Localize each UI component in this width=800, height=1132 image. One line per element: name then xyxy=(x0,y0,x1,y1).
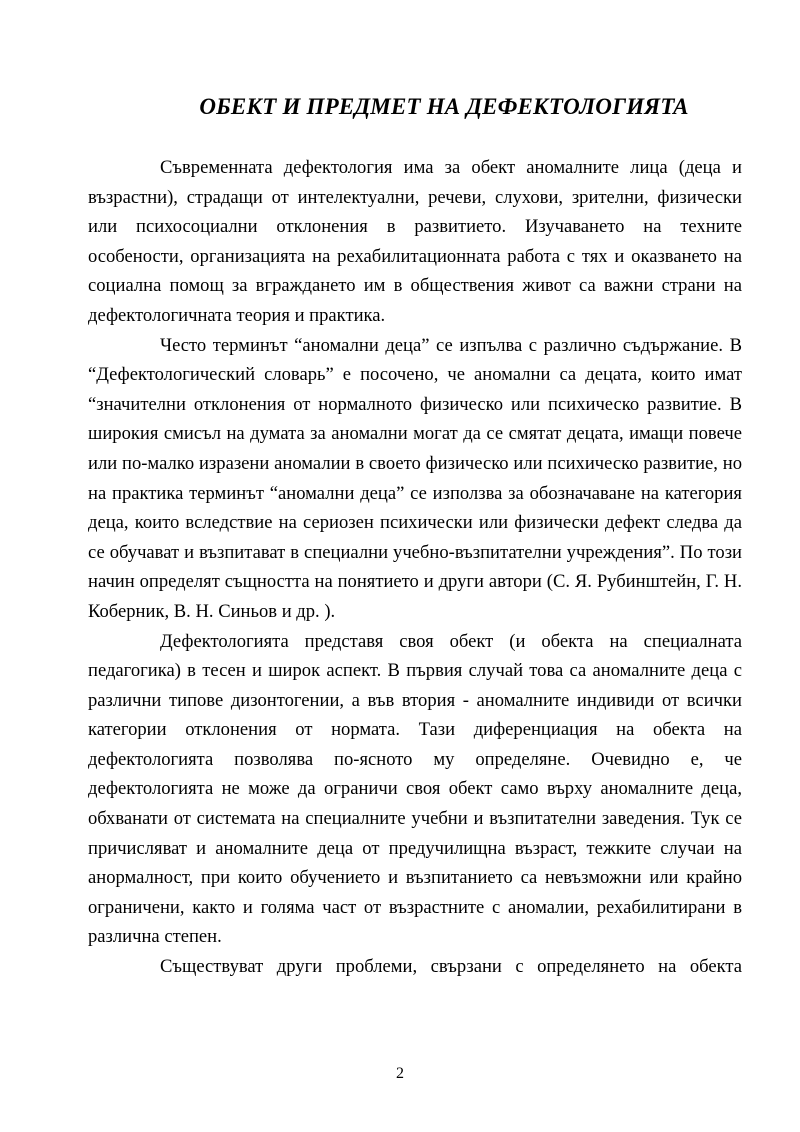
body-text xyxy=(88,153,742,982)
page-title: ОБЕКТ И ПРЕДМЕТ НА ДЕФЕКТОЛОГИЯТА xyxy=(199,94,689,119)
paragraph-4: Съществуват други проблеми, свързани с определянето на обекта xyxy=(160,956,742,978)
paragraph-3: Дефектологията представя своя обект (и обекта на специалната педагогика) в тесен и широк аспект. В първия случай това са аномалните деца с различни типове дизонтогении, а във втория - аномалните индивиди от всички категории отклонения от нормата. Тази диференциация на обекта на дефектологията позволява по-ясното му определяне. Очевидно е, че дефектологията не може да ограничи своя обект само върху аномалните деца, обхванати от системата на специалните учебни и възпитателни заведения. Тук се причисляват и аномалните деца от предучилищна възраст, тежките случаи на анормалност, при които обучението и възпитанието са невъзможни или крайно ограничени, както и голяма част от възрастните с аномалии, рехабилитирани в различна степен. xyxy=(88,630,742,948)
page-number: 2 xyxy=(396,1065,404,1082)
paragraph-1: Съвременната дефектология има за обект аномалните лица (деца и възрастни), страдащи от интелектуални, речеви, слухови, зрителни, физически или психосоциални отклонения в развитието. Изучаването на техните особености, организацията на рехабилитационната работа с тях и оказването на социална помощ за вграждането им в обществения живот са важни страни на дефектологичната теория и практика. xyxy=(88,157,742,326)
paragraph-2: Често терминът “аномални деца” се изпълва с различно съдържание. В “Дефектологический словарь” е посочено, че аномални са децата, които имат “значителни отклонения от нормалното физическо или психическо развитие. В широкия смисъл на думата за аномални могат да се смятат децата, имащи повече или по-малко изразени аномалии в своето физическо или психическо развитие, но на практика терминът “аномални деца” се използва за обозначаване на категория деца, които вследствие на сериозен психически или физически дефект следва да се обучават и възпитават в специални учебно-възпитателни учреждения”. По този начин определят същността на понятието и други автори (С. Я. Рубинштейн, Г. Н. Коберник, В. Н. Синьов и др. ). xyxy=(88,334,742,622)
